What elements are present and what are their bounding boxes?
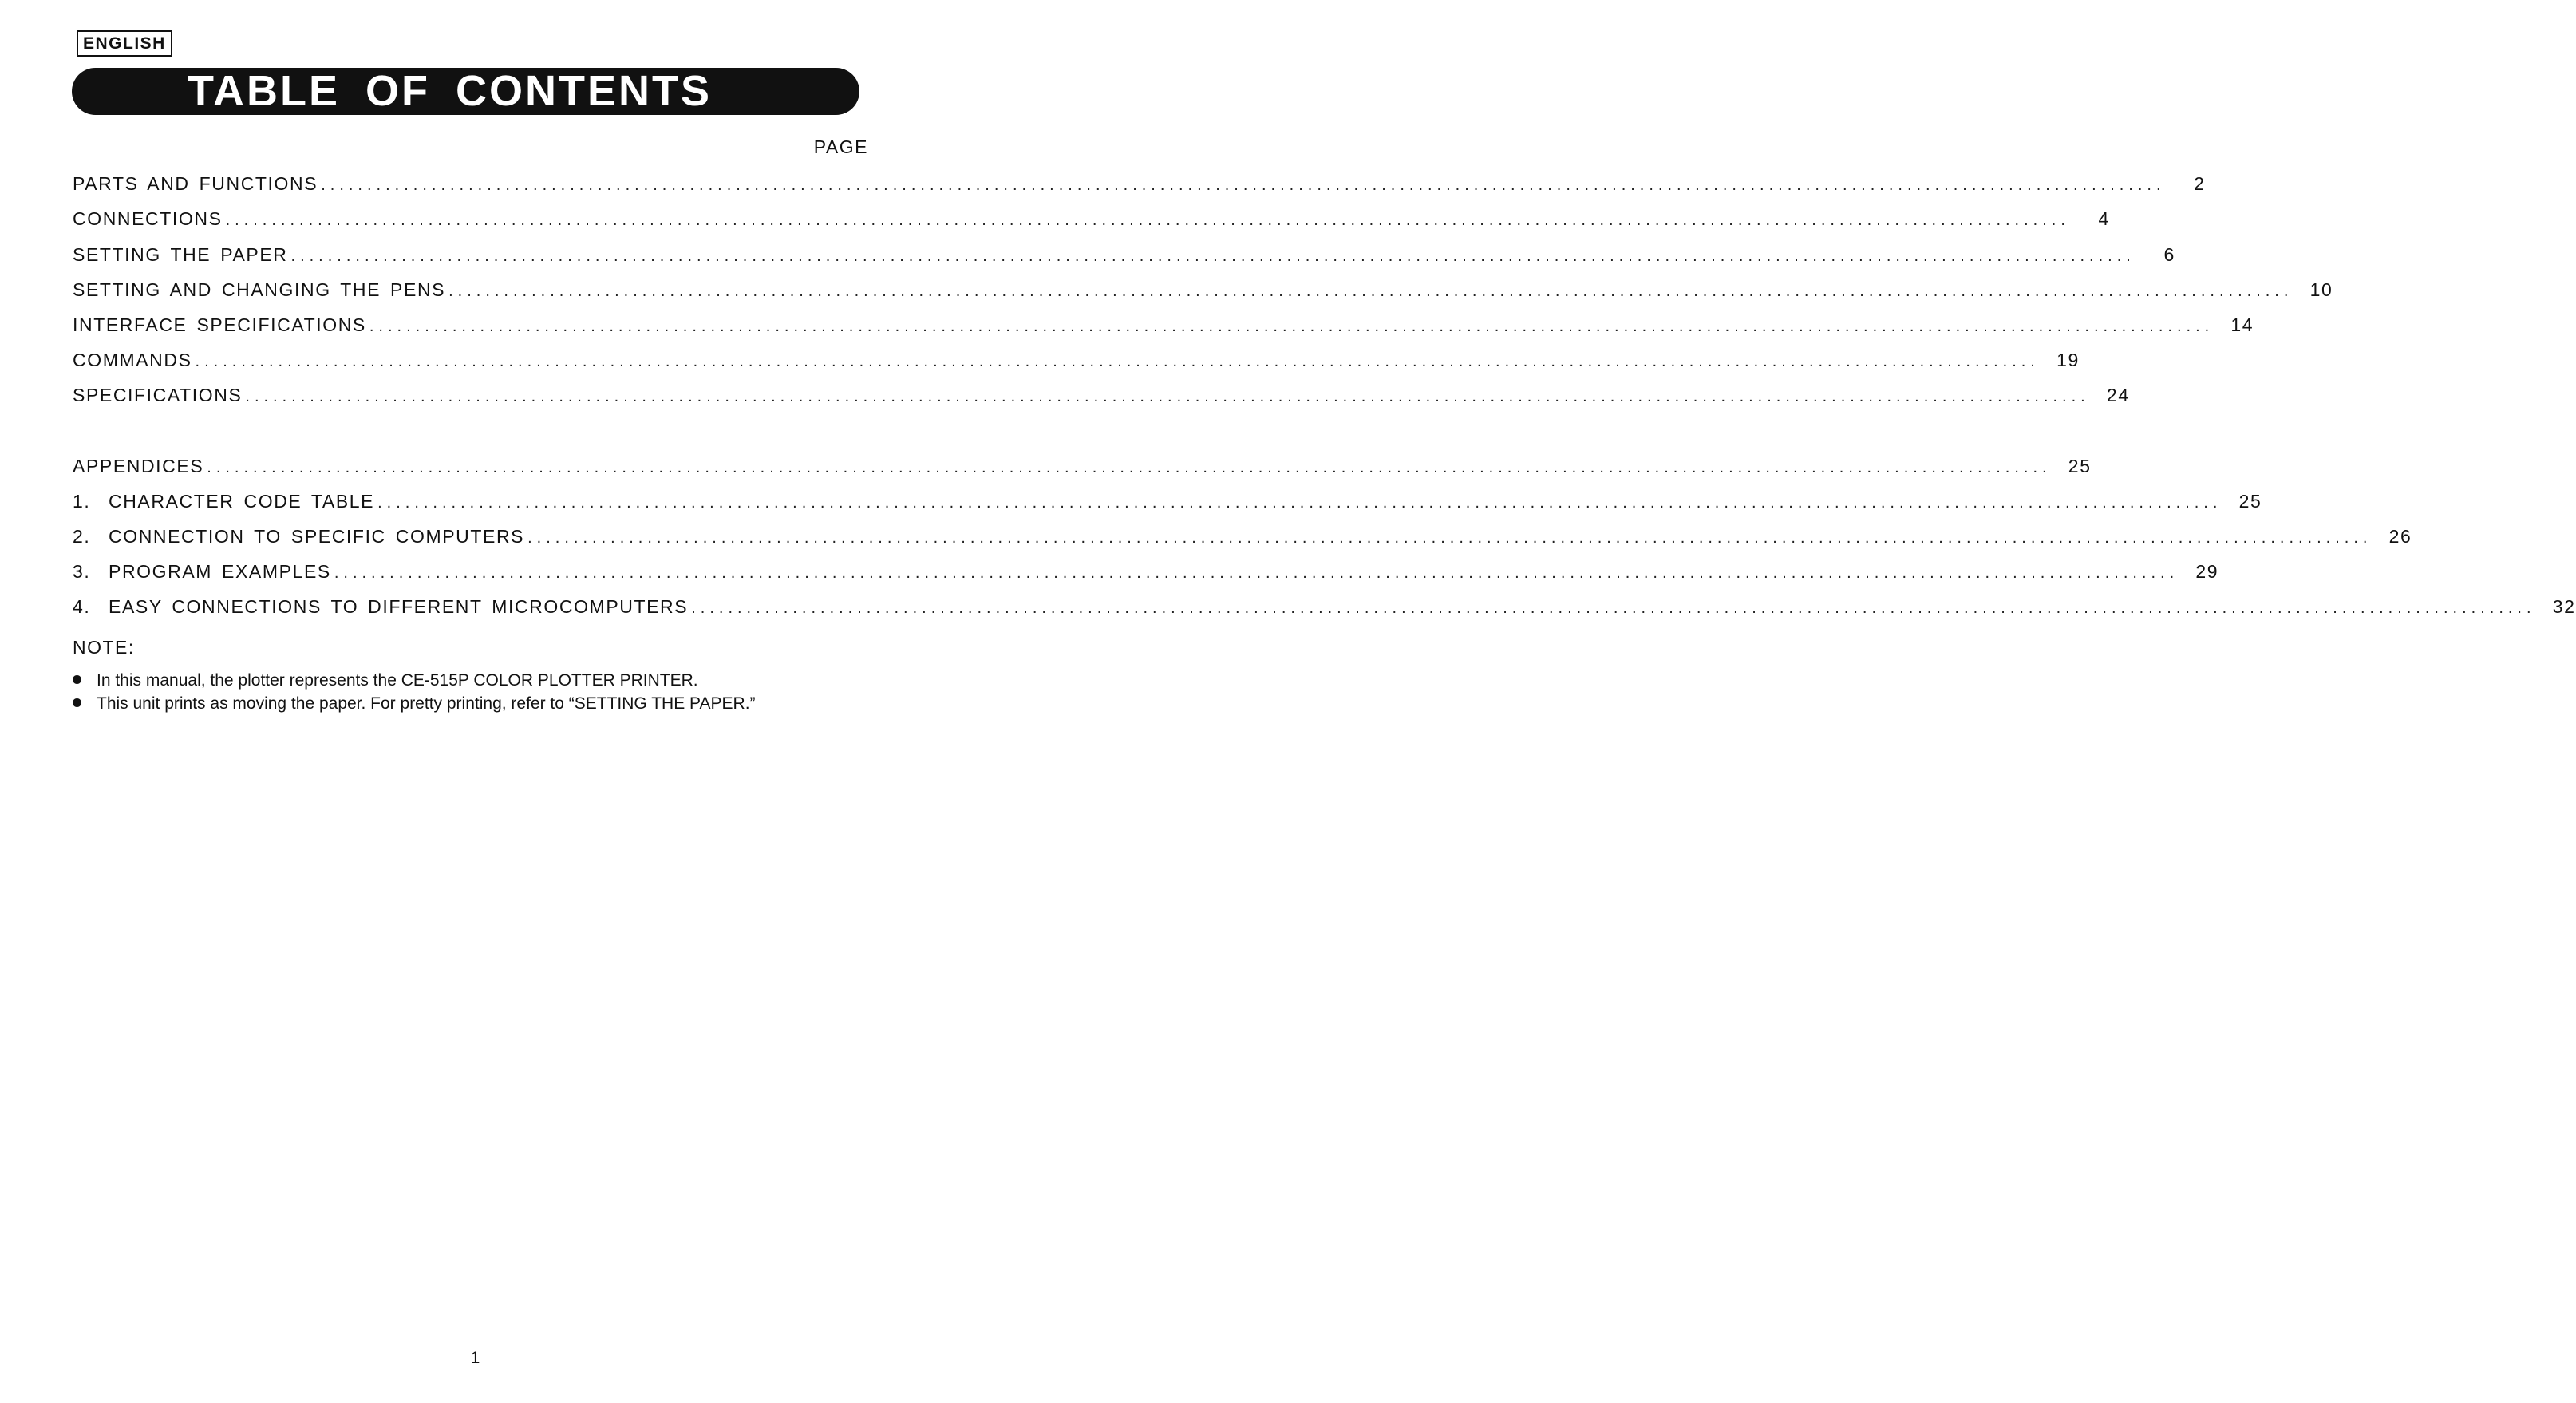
toc-entry-page: 26 (2388, 526, 2412, 547)
toc-entry-appendices[interactable] (73, 454, 2092, 478)
toc-entry-label: CONNECTION TO SPECIFIC COMPUTERS (109, 526, 525, 547)
toc-leader-dots: ........................................................................................................................................................................................................ (691, 599, 2536, 617)
toc-entry-program-examples[interactable] (73, 559, 2219, 583)
toc-entry-page: 14 (2230, 314, 2254, 335)
toc-entry-label: COMMANDS (73, 350, 192, 370)
toc-entry-page: 25 (2068, 456, 2092, 476)
toc-entry-page: 4 (2098, 208, 2110, 229)
toc-entry-label: CHARACTER CODE TABLE (109, 491, 375, 512)
title-banner (72, 68, 859, 115)
note-text: In this manual, the plotter represents the CE-515P COLOR PLOTTER PRINTER. (97, 671, 698, 690)
toc-leader-dots: ........................................................................................................................................................................................................ (321, 176, 2166, 194)
toc-entry-interface-specifications[interactable] (73, 313, 2254, 337)
bullet-icon (73, 698, 81, 707)
toc-entry-label: APPENDICES (73, 456, 204, 476)
note-item (73, 670, 863, 692)
toc-entry-number: 1. (73, 491, 91, 512)
page-column-label: PAGE (813, 136, 868, 157)
toc-leader-dots: ........................................................................................................................................................................................................ (369, 318, 2214, 335)
toc-entry-page: 6 (2163, 244, 2175, 265)
toc-entry-page: 24 (2106, 385, 2130, 405)
toc-entry-label: SETTING AND CHANGING THE PENS (73, 279, 446, 300)
toc-entry-page: 19 (2056, 350, 2080, 370)
toc-entry-label: PROGRAM EXAMPLES (109, 561, 331, 582)
toc-entry-label: EASY CONNECTIONS TO DIFFERENT MICROCOMPUTERS (109, 596, 689, 617)
toc-entry-label: PARTS AND FUNCTIONS (73, 173, 318, 194)
toc-entry-page: 2 (2194, 173, 2206, 194)
toc-entry-specifications[interactable] (73, 383, 2130, 407)
toc-entry-page: 10 (2309, 279, 2333, 300)
toc-entry-label: INTERFACE SPECIFICATIONS (73, 314, 366, 335)
note-heading: NOTE: (73, 637, 135, 658)
toc-entry-number: 4. (73, 596, 91, 617)
toc-entry-page: 32 (2552, 596, 2576, 617)
toc-entry-easy-connections[interactable] (73, 595, 2576, 619)
toc-leader-dots: ........................................................................................................................................................................................................ (245, 388, 2090, 405)
toc-leader-dots: ........................................................................................................................................................................................................ (195, 353, 2040, 370)
toc-entry-setting-and-changing-the-pens[interactable] (73, 278, 2333, 302)
toc-entry-parts-and-functions[interactable] (73, 172, 2206, 196)
toc-leader-dots: ........................................................................................................................................................................................................ (290, 247, 2135, 265)
toc-entry-number: 3. (73, 561, 91, 582)
note-item (73, 693, 863, 715)
toc-leader-dots: ........................................................................................................................................................................................................ (527, 529, 2373, 547)
toc-entry-character-code-table[interactable] (73, 489, 2262, 513)
toc-entry-number: 2. (73, 526, 91, 547)
toc-entry-commands[interactable] (73, 348, 2080, 372)
toc-leader-dots: ........................................................................................................................................................................................................ (334, 564, 2179, 582)
toc-entry-page: 29 (2195, 561, 2219, 582)
bullet-icon (73, 675, 81, 684)
toc-leader-dots: ........................................................................................................................................................................................................ (225, 211, 2070, 229)
toc-leader-dots: ........................................................................................................................................................................................................ (377, 494, 2222, 512)
note-text: This unit prints as moving the paper. For pretty printing, refer to “SETTING THE PAPER.” (97, 694, 756, 713)
toc-entry-setting-the-paper[interactable] (73, 243, 2175, 267)
toc-entry-label: CONNECTIONS (73, 208, 223, 229)
footer-page-number: 1 (470, 1349, 480, 1367)
toc-entry-connections[interactable] (73, 207, 2110, 231)
toc-entry-connection-to-specific-computers[interactable] (73, 524, 2412, 548)
toc-entry-label: SPECIFICATIONS (73, 385, 243, 405)
toc-leader-dots: ........................................................................................................................................................................................................ (207, 459, 2052, 476)
page-title: TABLE OF CONTENTS (188, 67, 712, 115)
toc-leader-dots: ........................................................................................................................................................................................................ (448, 283, 2294, 300)
toc-entry-page: 25 (2238, 491, 2262, 512)
toc-entry-label: SETTING THE PAPER (73, 244, 288, 265)
language-badge: ENGLISH (77, 30, 172, 57)
